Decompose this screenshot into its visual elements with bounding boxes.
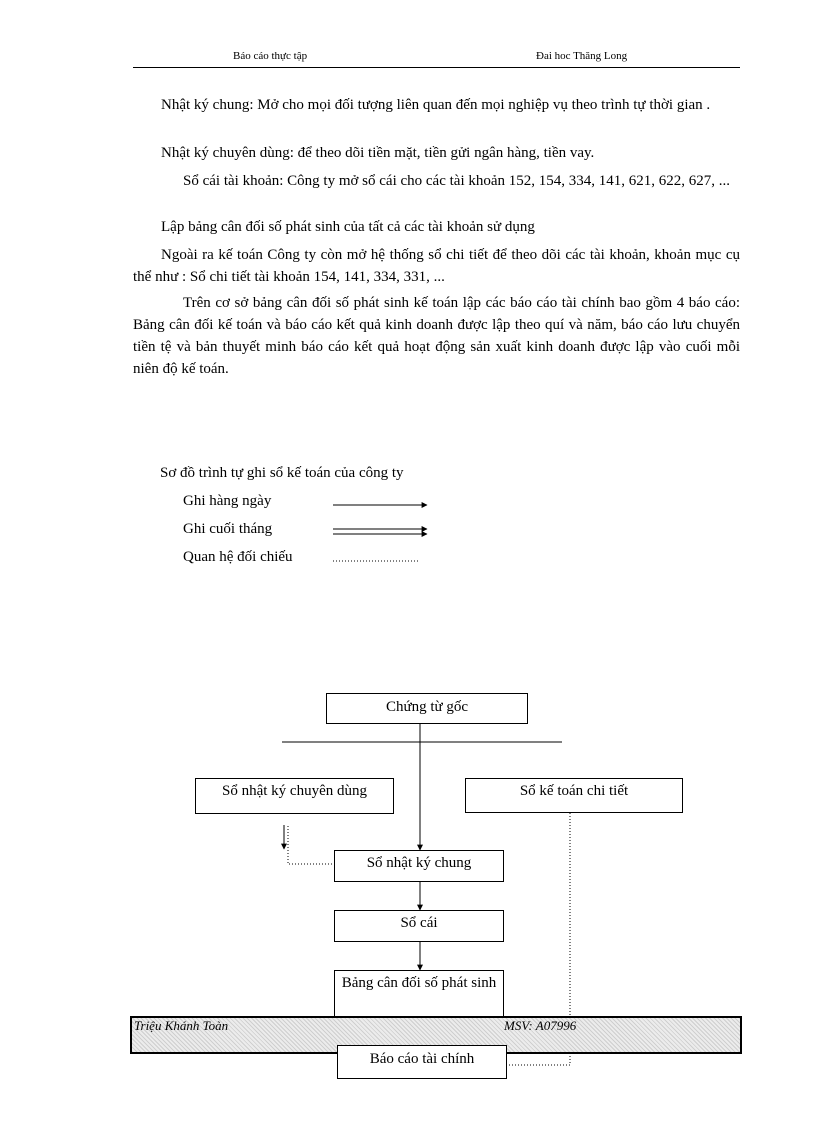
legend-month-end: Ghi cuối tháng [183, 521, 273, 537]
box-bang-can-doi-so-phat-sinh: Bảng cân đối số phát sinh [334, 970, 504, 1019]
box-so-ke-toan-chi-tiet: Sổ kế toán chi tiết [465, 778, 683, 813]
header-university: Đai hoc Thăng Long [536, 50, 628, 62]
paragraph-nhat-ky-chung: Nhật ký chung: Mở cho mọi đối tượng liên quan đến mọi nghiệp vụ theo trình tự thời gian . [161, 97, 711, 113]
box-so-nhat-ky-chuyen-dung: Sổ nhật ký chuyên dùng [195, 778, 394, 814]
box-so-cai: Sổ cái [334, 910, 504, 942]
box-chung-tu-goc: Chứng từ gốc [326, 693, 528, 724]
header-report-title: Báo cáo thực tập [233, 50, 308, 62]
dotted-nkcd-to-nkc [288, 826, 334, 864]
paragraph-nhat-ky-chuyen-dung: Nhật ký chuyên dùng: để theo dõi tiền mặt, tiền gửi ngân hàng, tiền vay. [161, 145, 595, 161]
paragraph-so-chi-tiet: Ngoài ra kế toán Công ty còn mở hệ thống sổ chi tiết để theo dõi các tài khoản, khoản mục cụ thể như : Sổ chi tiết tài khoản 154, 141, 334, 331, ... [133, 247, 740, 285]
header-rule [133, 67, 740, 68]
legend-reconciliation: Quan hệ đối chiếu [183, 549, 293, 565]
paragraph-bang-can-doi: Lập bảng cân đối số phát sinh của tất cả các tài khoản sử dụng [161, 219, 535, 235]
diagram-title: Sơ đồ trình tự ghi sổ kế toán của công ty [160, 465, 404, 481]
legend-daily: Ghi hàng ngày [183, 493, 272, 509]
footer-student-name: Triệu Khánh Toàn [134, 1018, 229, 1033]
paragraph-bao-cao-tai-chinh: Trên cơ sở bảng cân đối số phát sinh kế toán lập các báo cáo tài chính bao gồm 4 báo cáo: Bảng cân đối kế toán và báo cáo kết quả kinh doanh được lập theo quí và năm, báo cáo lưu chuyển tiền tệ và bản thuyết minh báo cáo kết quả hoạt động sản xuất kinh doanh được lập vào cuối mỗi niên độ kế toán. [133, 295, 740, 377]
footer-student-id: MSV: A07996 [504, 1018, 577, 1033]
box-so-nhat-ky-chung: Sổ nhật ký chung [334, 850, 504, 882]
paragraph-so-cai: Sổ cái tài khoản: Công ty mở sổ cái cho các tài khoản 152, 154, 334, 141, 621, 622, 627, ... [183, 173, 731, 189]
box-bao-cao-tai-chinh: Báo cáo tài chính [337, 1045, 507, 1079]
